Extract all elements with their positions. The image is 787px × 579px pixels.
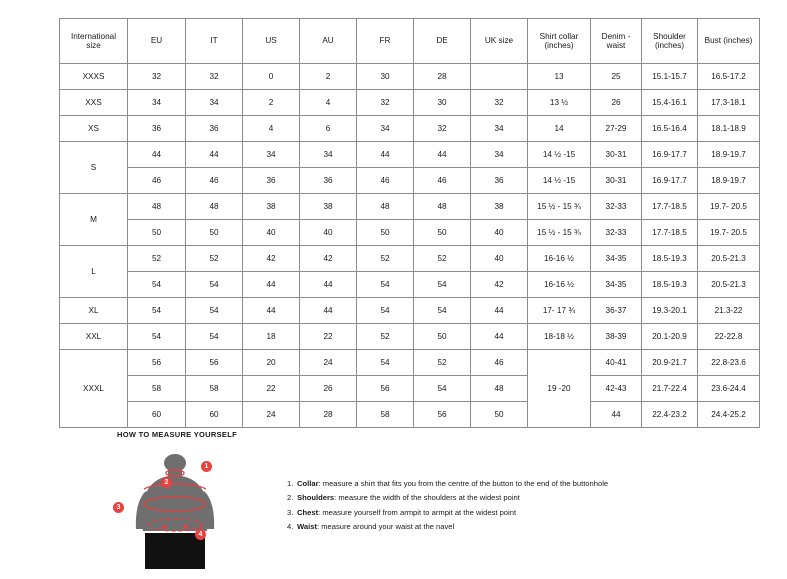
cell-de: 50 [414,220,471,246]
cell-us: 34 [243,142,300,168]
cell-bust: 20.5-21.3 [698,272,760,298]
table-row [60,272,760,298]
col-header-shoulder: Shoulder (inches) [642,19,698,64]
cell-au: 42 [300,246,357,272]
cell-bust: 18.9-19.7 [698,168,760,194]
cell-collar: 17- 17 ¾ [528,298,591,324]
cell-shoulder: 21.7-22.4 [642,376,698,402]
cell-shoulder: 17.7-18.5 [642,220,698,246]
cell-shoulder: 22.4-23.2 [642,402,698,428]
cell-us: 0 [243,64,300,90]
cell-uk: 50 [471,402,528,428]
cell-au: 2 [300,64,357,90]
size-label: XXXL [60,350,128,428]
cell-uk: 34 [471,142,528,168]
table-row [60,402,760,428]
cell-us: 18 [243,324,300,350]
cell-eu: 44 [128,142,186,168]
col-header-eu: EU [128,19,186,64]
cell-fr: 58 [357,402,414,428]
table-row [60,142,760,168]
cell-fr: 54 [357,350,414,376]
size-table-container [59,18,753,428]
cell-de: 50 [414,324,471,350]
cell-us: 38 [243,194,300,220]
cell-au: 24 [300,350,357,376]
cell-au: 26 [300,376,357,402]
cell-us: 2 [243,90,300,116]
how-to-measure-title: HOW TO MEASURE YOURSELF [117,430,237,439]
cell-uk: 48 [471,376,528,402]
cell-us: 40 [243,220,300,246]
table-row [60,324,760,350]
cell-eu: 54 [128,298,186,324]
cell-uk: 42 [471,272,528,298]
torso-illustration-icon [117,449,237,574]
cell-denim: 38-39 [591,324,642,350]
table-row [60,376,760,402]
cell-eu: 52 [128,246,186,272]
body-diagram [117,449,237,574]
cell-us: 44 [243,272,300,298]
col-header-au: AU [300,19,357,64]
cell-shoulder: 19.3-20.1 [642,298,698,324]
cell-uk: 38 [471,194,528,220]
cell-au: 36 [300,168,357,194]
cell-shoulder: 18.5-19.3 [642,246,698,272]
size-label: XXL [60,324,128,350]
cell-eu: 60 [128,402,186,428]
cell-eu: 54 [128,324,186,350]
cell-au: 34 [300,142,357,168]
col-header-fr: FR [357,19,414,64]
cell-us: 22 [243,376,300,402]
table-row [60,90,760,116]
cell-bust: 22-22.8 [698,324,760,350]
size-table [59,18,760,428]
table-header-row [60,19,760,64]
cell-denim: 44 [591,402,642,428]
cell-shoulder: 15.1-15.7 [642,64,698,90]
instruction-number: 1. [287,479,294,488]
cell-eu: 46 [128,168,186,194]
cell-eu: 54 [128,272,186,298]
cell-us: 20 [243,350,300,376]
cell-shoulder: 20.1-20.9 [642,324,698,350]
cell-bust: 19.7- 20.5 [698,220,760,246]
cell-bust: 21.3-22 [698,298,760,324]
cell-au: 22 [300,324,357,350]
instruction-term: Collar [297,479,319,488]
instruction-text: : measure a shirt that fits you from the centre of the button to the end of the buttonhole [318,479,609,488]
cell-us: 44 [243,298,300,324]
cell-fr: 50 [357,220,414,246]
cell-shoulder: 15.4-16.1 [642,90,698,116]
list-item [287,520,608,534]
cell-denim: 32-33 [591,194,642,220]
cell-de: 54 [414,376,471,402]
cell-it: 34 [186,90,243,116]
cell-it: 36 [186,116,243,142]
col-header-it: IT [186,19,243,64]
instruction-term: Waist [297,522,317,532]
cell-fr: 48 [357,194,414,220]
cell-bust: 16.5-17.2 [698,64,760,90]
cell-fr: 30 [357,64,414,90]
cell-de: 54 [414,272,471,298]
callout-3: 3 [113,502,124,513]
cell-de: 52 [414,350,471,376]
cell-denim: 30-31 [591,168,642,194]
cell-bust: 17.3-18.1 [698,90,760,116]
cell-us: 36 [243,168,300,194]
cell-bust: 18.9-19.7 [698,142,760,168]
cell-fr: 54 [357,298,414,324]
cell-de: 44 [414,142,471,168]
cell-it: 54 [186,298,243,324]
callout-4: 4 [195,529,206,540]
col-header-denim-waist: Denim - waist [591,19,642,64]
cell-collar: 16-16 ½ [528,246,591,272]
instruction-text: : measure yourself from armpit to armpit at the widest point [318,507,517,517]
instruction-term: Shoulders [297,493,335,503]
cell-de: 46 [414,168,471,194]
cell-de: 54 [414,298,471,324]
how-to-measure-body [117,449,757,574]
cell-it: 46 [186,168,243,194]
cell-it: 58 [186,376,243,402]
cell-au: 4 [300,90,357,116]
col-header-shirt-collar: Shirt collar (inches) [528,19,591,64]
cell-uk: 46 [471,350,528,376]
cell-de: 28 [414,64,471,90]
cell-au: 38 [300,194,357,220]
cell-it: 56 [186,350,243,376]
table-row [60,350,760,376]
cell-denim: 42-43 [591,376,642,402]
cell-it: 52 [186,246,243,272]
cell-fr: 52 [357,324,414,350]
size-table-body [60,64,760,428]
cell-denim: 26 [591,90,642,116]
cell-bust: 18.1-18.9 [698,116,760,142]
cell-collar: 15 ½ - 15 ¾ [528,220,591,246]
cell-de: 32 [414,116,471,142]
cell-fr: 52 [357,246,414,272]
cell-eu: 50 [128,220,186,246]
cell-au: 6 [300,116,357,142]
cell-it: 44 [186,142,243,168]
cell-de: 56 [414,402,471,428]
cell-eu: 48 [128,194,186,220]
cell-collar: 16-16 ½ [528,272,591,298]
instruction-number: 4. [287,522,294,532]
cell-de: 48 [414,194,471,220]
instruction-number: 2. [287,493,294,503]
cell-fr: 54 [357,272,414,298]
cell-denim: 34-35 [591,272,642,298]
cell-collar: 15 ½ - 15 ¾ [528,194,591,220]
cell-bust: 24.4-25.2 [698,402,760,428]
cell-bust: 19.7- 20.5 [698,194,760,220]
cell-denim: 32-33 [591,220,642,246]
cell-shoulder: 16.9-17.7 [642,142,698,168]
cell-de: 30 [414,90,471,116]
cell-denim: 25 [591,64,642,90]
cell-it: 60 [186,402,243,428]
cell-collar: 18-18 ½ [528,324,591,350]
size-label: XXXS [60,64,128,90]
cell-au: 44 [300,298,357,324]
list-item [287,477,608,491]
cell-uk: 40 [471,220,528,246]
table-row [60,220,760,246]
table-row [60,298,760,324]
cell-au: 40 [300,220,357,246]
cell-us: 42 [243,246,300,272]
table-row [60,168,760,194]
cell-uk: 34 [471,116,528,142]
table-row [60,246,760,272]
cell-us: 4 [243,116,300,142]
cell-shoulder: 18.5-19.3 [642,272,698,298]
size-label: XL [60,298,128,324]
cell-eu: 34 [128,90,186,116]
cell-fr: 34 [357,116,414,142]
table-row [60,64,760,90]
size-label: M [60,194,128,246]
cell-us: 24 [243,402,300,428]
cell-bust: 23.6-24.4 [698,376,760,402]
col-header-bust: Bust (inches) [698,19,760,64]
cell-bust: 20.5-21.3 [698,246,760,272]
cell-de: 52 [414,246,471,272]
cell-denim: 27-29 [591,116,642,142]
cell-it: 54 [186,324,243,350]
instruction-text: : measure around your waist at the navel [316,522,455,532]
cell-uk: 32 [471,90,528,116]
cell-uk: 36 [471,168,528,194]
size-label: XS [60,116,128,142]
list-item [287,506,608,520]
how-to-measure-section [117,430,757,574]
cell-uk: 44 [471,324,528,350]
cell-denim: 34-35 [591,246,642,272]
col-header-de: DE [414,19,471,64]
cell-shoulder: 20.9-21.7 [642,350,698,376]
cell-shoulder: 16.9-17.7 [642,168,698,194]
cell-fr: 56 [357,376,414,402]
cell-bust: 22.8-23.6 [698,350,760,376]
cell-it: 50 [186,220,243,246]
cell-uk: 40 [471,246,528,272]
instruction-number: 3. [287,507,294,517]
size-label: XXS [60,90,128,116]
table-row [60,194,760,220]
cell-collar: 14 ½ -15 [528,142,591,168]
cell-uk: 44 [471,298,528,324]
cell-au: 28 [300,402,357,428]
cell-shoulder: 16.5-16.4 [642,116,698,142]
cell-eu: 56 [128,350,186,376]
callout-1: 1 [201,461,212,472]
cell-fr: 46 [357,168,414,194]
cell-collar: 14 [528,116,591,142]
cell-eu: 32 [128,64,186,90]
size-table-head [60,19,760,64]
cell-collar: 13 [528,64,591,90]
cell-shoulder: 17.7-18.5 [642,194,698,220]
cell-collar: 13 ½ [528,90,591,116]
col-header-uk-size: UK size [471,19,528,64]
cell-it: 32 [186,64,243,90]
callout-2: 2 [161,477,172,488]
table-row [60,116,760,142]
cell-au: 44 [300,272,357,298]
col-header-international-size: International size [60,19,128,64]
cell-uk [471,64,528,90]
cell-eu: 36 [128,116,186,142]
cell-collar: 19 -20 [528,350,591,428]
cell-it: 54 [186,272,243,298]
cell-eu: 58 [128,376,186,402]
cell-denim: 40-41 [591,350,642,376]
instruction-term: Chest [297,507,319,517]
cell-collar: 14 ½ -15 [528,168,591,194]
list-item [287,491,608,505]
col-header-us: US [243,19,300,64]
measure-instructions-list [247,465,608,535]
cell-fr: 32 [357,90,414,116]
size-label: S [60,142,128,194]
cell-denim: 30-31 [591,142,642,168]
cell-it: 48 [186,194,243,220]
size-label: L [60,246,128,298]
instruction-text: : measure the width of the shoulders at the widest point [334,493,520,503]
cell-fr: 44 [357,142,414,168]
cell-denim: 36-37 [591,298,642,324]
